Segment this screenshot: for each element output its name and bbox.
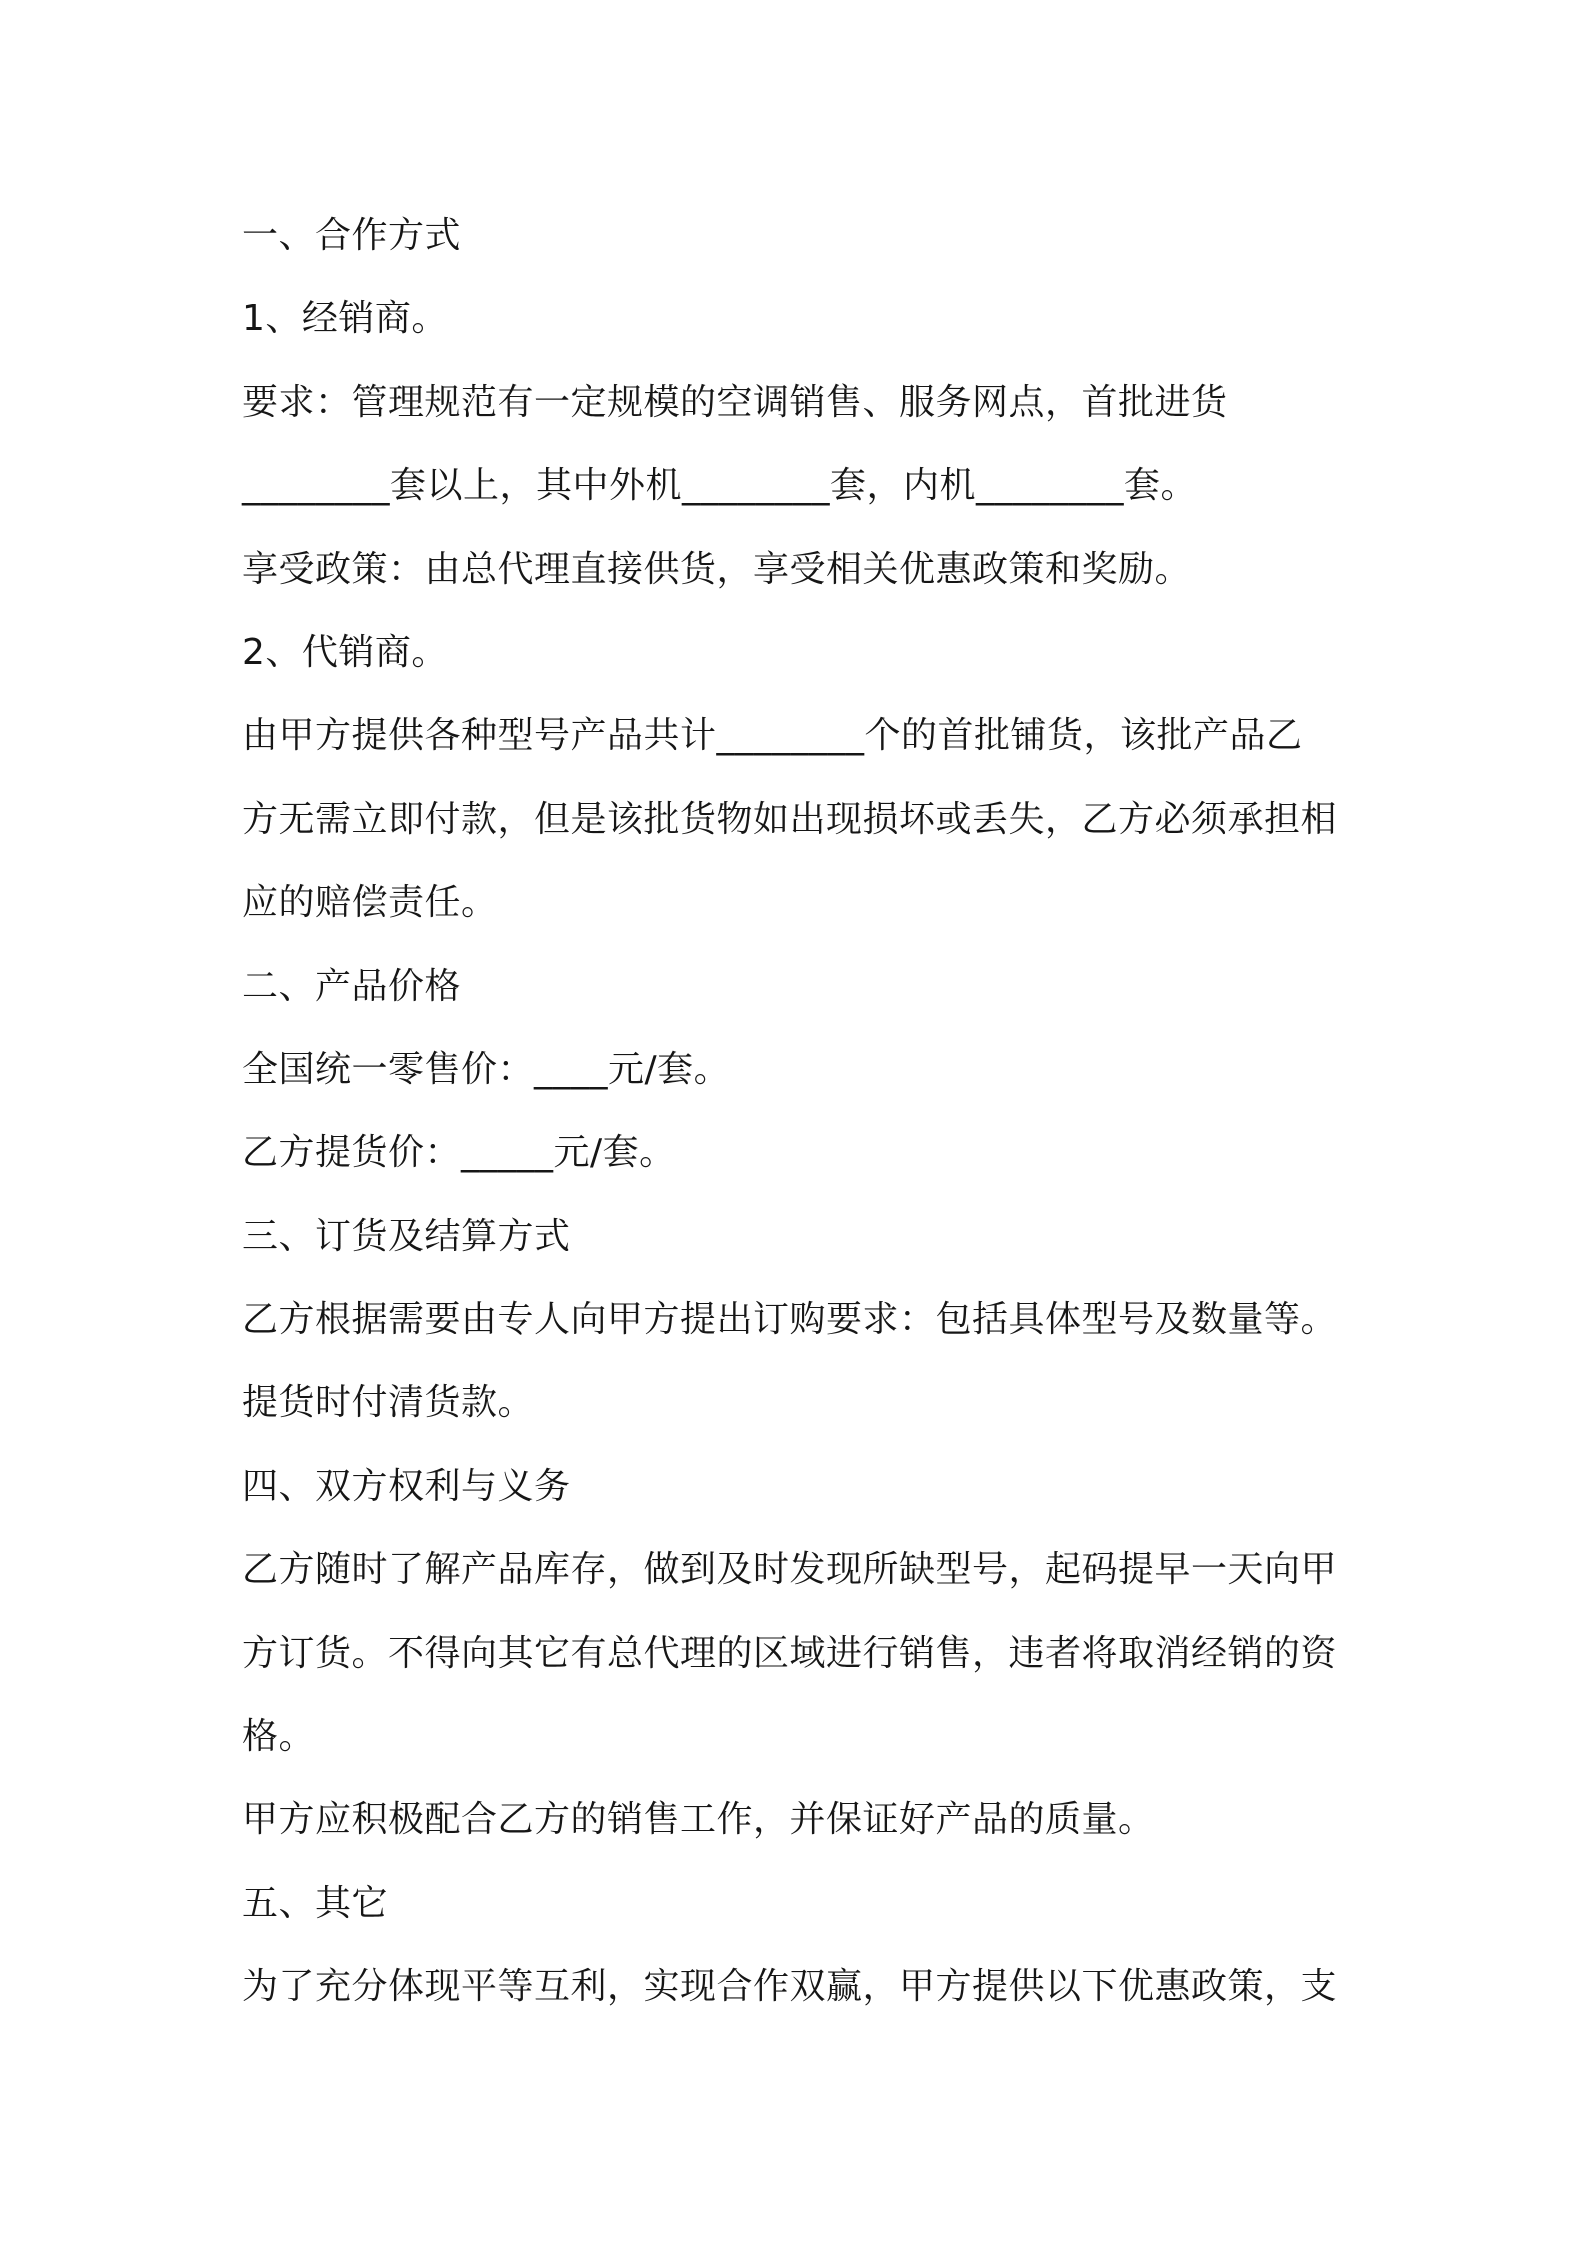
paragraph-line: 方无需立即付款，但是该批货物如出现损坏或丢失，乙方必须承担相 (242, 798, 1338, 840)
paragraph-line: 享受政策：由总代理直接供货，享受相关优惠政策和奖励。 (242, 548, 1192, 590)
section-heading-cooperation-mode: 一、合作方式 (242, 215, 462, 256)
paragraph-line: 应的赔偿责任。 (242, 882, 498, 924)
paragraph-line: 由甲方提供各种型号产品共计________个的首批铺货，该批产品乙 (242, 715, 1303, 757)
paragraph-line: 乙方根据需要由专人向甲方提出订购要求：包括具体型号及数量等。 (242, 1299, 1338, 1341)
paragraph-line: 提货时付清货款。 (242, 1382, 535, 1424)
section-heading-others: 五、其它 (242, 1882, 389, 1924)
section-heading-rights-obligations: 四、双方权利与义务 (242, 1465, 571, 1507)
section-heading-product-price: 二、产品价格 (242, 965, 462, 1007)
paragraph-line: 为了充分体现平等互利，实现合作双赢，甲方提供以下优惠政策，支 (242, 1966, 1338, 2008)
paragraph-line: ________套以上，其中外机________套，内机________套。 (242, 465, 1198, 507)
paragraph-line: 全国统一零售价：____元/套。 (242, 1048, 731, 1090)
paragraph-line: 乙方随时了解产品库存，做到及时发现所缺型号，起码提早一天向甲 (242, 1549, 1338, 1591)
paragraph-line: 甲方应积极配合乙方的销售工作，并保证好产品的质量。 (242, 1799, 1155, 1841)
section-heading-ordering-settlement: 三、订货及结算方式 (242, 1215, 571, 1257)
subheading-distributor: 1、经销商。 (242, 298, 448, 340)
paragraph-line: 格。 (242, 1716, 316, 1758)
paragraph-line: 方订货。不得向其它有总代理的区域进行销售，违者将取消经销的资 (242, 1632, 1338, 1674)
document-body (242, 194, 1362, 2029)
paragraph-line: 要求：管理规范有一定规模的空调销售、服务网点，首批进货 (242, 381, 1228, 423)
subheading-consignment-seller: 2、代销商。 (242, 631, 448, 673)
paragraph-line: 乙方提货价：_____元/套。 (242, 1132, 676, 1174)
